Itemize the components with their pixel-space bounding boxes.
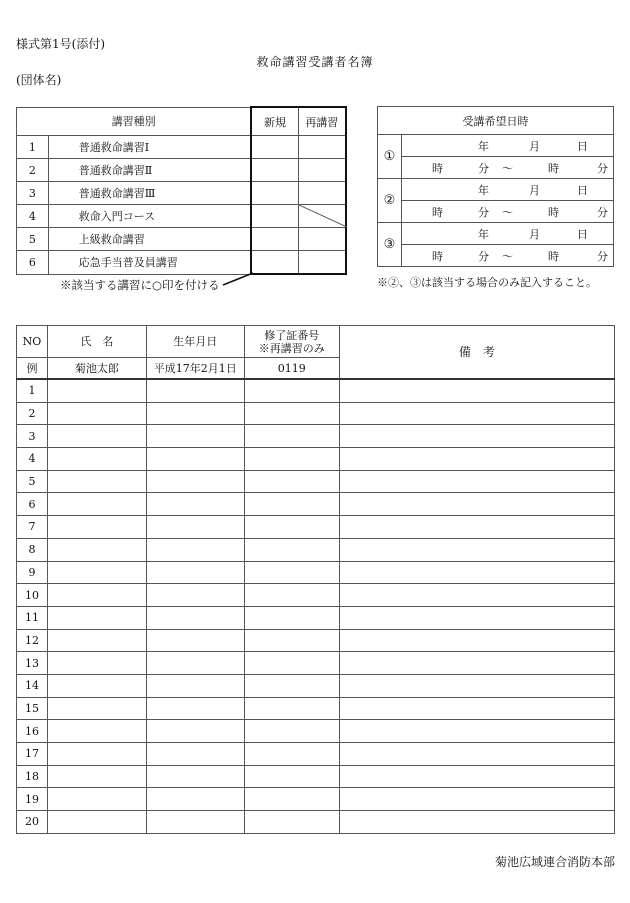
remarks-cell[interactable] [339,493,614,516]
year-label: 年 [477,140,489,153]
remarks-cell[interactable] [339,652,614,675]
choice-number: ① [378,135,402,179]
name-cell[interactable] [47,811,146,834]
cert-cell[interactable] [244,561,339,584]
row-number: 17 [17,743,48,766]
remarks-cell[interactable] [339,470,614,493]
row-number: 16 [17,720,48,743]
remarks-cell[interactable] [339,379,614,402]
cert-cell[interactable] [244,584,339,607]
dob-cell[interactable] [146,516,244,539]
hour-label: 時 [547,162,559,175]
name-cell[interactable] [47,674,146,697]
dob-cell[interactable] [146,606,244,629]
example-dob: 平成17年2月1日 [146,358,244,380]
name-cell[interactable] [47,516,146,539]
course-name: 普通救命講習Ⅲ [48,182,251,205]
schedule-note: ※②、③は該当する場合のみ記入すること。 [377,276,597,289]
row-number: 13 [17,652,48,675]
name-cell[interactable] [47,493,146,516]
course-name: 応急手当普及員講習 [48,251,251,275]
roster-row [17,561,615,584]
course-name: 救命入門コース [48,205,251,228]
example-cert: 0119 [244,358,339,380]
row-number: 1 [17,379,48,402]
remarks-cell[interactable] [339,402,614,425]
roster-row [17,448,615,471]
minute-label: 分 [596,250,608,263]
name-cell[interactable] [47,720,146,743]
remarks-cell[interactable] [339,743,614,766]
attendee-roster-table [16,325,615,834]
dob-cell[interactable] [146,765,244,788]
name-cell[interactable] [47,765,146,788]
example-label: 例 [17,358,48,380]
remarks-cell[interactable] [339,516,614,539]
cert-header-line1: 修了証番号 [264,328,320,342]
row-number: 20 [17,811,48,834]
cert-cell[interactable] [244,606,339,629]
dob-cell[interactable] [146,584,244,607]
cert-cell[interactable] [244,811,339,834]
name-cell[interactable] [47,652,146,675]
dob-cell[interactable] [146,538,244,561]
roster-row [17,697,615,720]
hour-label: 時 [431,162,443,175]
course-number: 2 [17,159,49,182]
remarks-cell[interactable] [339,561,614,584]
month-label: 月 [528,140,540,153]
dob-cell[interactable] [146,493,244,516]
roster-row [17,606,615,629]
dob-cell[interactable] [146,674,244,697]
course-name: 普通救命講習Ⅱ [48,159,251,182]
roster-row [17,584,615,607]
row-number: 11 [17,606,48,629]
tilde-label: ～ [501,250,513,263]
organization-label: (団体名) [16,73,62,87]
remarks-cell[interactable] [339,788,614,811]
dob-cell[interactable] [146,788,244,811]
row-number: 7 [17,516,48,539]
name-cell[interactable] [47,606,146,629]
name-header: 氏 名 [47,326,146,358]
remarks-cell[interactable] [339,584,614,607]
roster-row [17,516,615,539]
dob-cell[interactable] [146,470,244,493]
course-number: 3 [17,182,49,205]
dob-cell[interactable] [146,425,244,448]
roster-row [17,379,615,402]
roster-row [17,629,615,652]
remarks-cell[interactable] [339,674,614,697]
roster-row [17,720,615,743]
dob-cell[interactable] [146,720,244,743]
roster-row [17,811,615,834]
course-type-header: 講習種別 [17,107,252,136]
roster-row [17,674,615,697]
cert-cell[interactable] [244,402,339,425]
cert-cell[interactable] [244,629,339,652]
cert-cell[interactable] [244,493,339,516]
date-field[interactable] [401,135,613,157]
minute-label: 分 [477,206,489,219]
dob-cell[interactable] [146,379,244,402]
dob-cell[interactable] [146,811,244,834]
course-name: 上級救命講習 [48,228,251,251]
cert-header-line2: ※再講習のみ [258,341,325,355]
cert-cell[interactable] [244,448,339,471]
row-number: 8 [17,538,48,561]
hour-label: 時 [547,206,559,219]
cert-cell[interactable] [244,470,339,493]
remarks-cell[interactable] [339,425,614,448]
minute-label: 分 [477,250,489,263]
day-label: 日 [576,228,588,241]
year-label: 年 [477,228,489,241]
roster-row [17,493,615,516]
time-field[interactable] [401,201,613,223]
cert-cell[interactable] [244,765,339,788]
course-number: 5 [17,228,49,251]
cert-cell[interactable] [244,425,339,448]
dob-cell[interactable] [146,697,244,720]
cert-cell[interactable] [244,516,339,539]
minute-label: 分 [596,162,608,175]
issuer-footer: 菊池広域連合消防本部 [494,855,615,869]
name-cell[interactable] [47,470,146,493]
cert-cell[interactable] [244,743,339,766]
dob-cell[interactable] [146,629,244,652]
roster-row [17,425,615,448]
cert-cell[interactable] [244,538,339,561]
renewal-header: 再講習 [298,107,346,136]
name-cell[interactable] [47,561,146,584]
cert-cell[interactable] [244,788,339,811]
row-number: 19 [17,788,48,811]
dob-cell[interactable] [146,402,244,425]
row-number: 6 [17,493,48,516]
name-cell[interactable] [47,743,146,766]
document-title: 救命講習受講者名簿 [256,55,374,69]
roster-row [17,402,615,425]
roster-row [17,470,615,493]
month-label: 月 [528,228,540,241]
roster-row [17,538,615,561]
name-cell[interactable] [47,425,146,448]
remarks-cell[interactable] [339,629,614,652]
course-number: 1 [17,136,49,159]
row-number: 2 [17,402,48,425]
cert-header [244,326,339,358]
year-label: 年 [477,184,489,197]
course-number: 4 [17,205,49,228]
remarks-cell[interactable] [339,811,614,834]
preferred-schedule-table [377,106,614,267]
row-number: 18 [17,765,48,788]
cert-cell[interactable] [244,674,339,697]
day-label: 日 [576,184,588,197]
row-number: 4 [17,448,48,471]
schedule-header: 受講希望日時 [378,107,614,135]
tilde-label: ～ [501,162,513,175]
month-label: 月 [528,184,540,197]
cert-cell[interactable] [244,379,339,402]
dob-cell[interactable] [146,448,244,471]
hour-label: 時 [547,250,559,263]
time-field[interactable] [401,157,613,179]
remarks-cell[interactable] [339,538,614,561]
course-number: 6 [17,251,49,275]
name-cell[interactable] [47,402,146,425]
date-field[interactable] [401,179,613,201]
hour-label: 時 [431,250,443,263]
row-number: 3 [17,425,48,448]
cert-cell[interactable] [244,720,339,743]
minute-label: 分 [477,162,489,175]
name-cell[interactable] [47,697,146,720]
name-cell[interactable] [47,379,146,402]
dob-header: 生年月日 [146,326,244,358]
dob-cell[interactable] [146,561,244,584]
row-number: 9 [17,561,48,584]
roster-row [17,652,615,675]
roster-row [17,765,615,788]
dob-cell[interactable] [146,652,244,675]
example-name: 菊池太郎 [47,358,146,380]
row-number: 15 [17,697,48,720]
minute-label: 分 [596,206,608,219]
name-cell[interactable] [47,629,146,652]
remarks-header: 備 考 [339,326,614,380]
choice-number: ② [378,179,402,223]
form-label: 様式第1号(添付) [16,37,105,51]
row-number: 12 [17,629,48,652]
row-number: 14 [17,674,48,697]
no-header: NO [17,326,48,358]
day-label: 日 [576,140,588,153]
dob-cell[interactable] [146,743,244,766]
cert-cell[interactable] [244,652,339,675]
roster-row [17,743,615,766]
cert-cell[interactable] [244,697,339,720]
name-cell[interactable] [47,788,146,811]
tilde-label: ～ [501,206,513,219]
remarks-cell[interactable] [339,448,614,471]
roster-row [17,788,615,811]
hour-label: 時 [431,206,443,219]
remarks-cell[interactable] [339,606,614,629]
time-field[interactable] [401,245,613,267]
remarks-cell[interactable] [339,720,614,743]
course-name: 普通救命講習Ⅰ [48,136,251,159]
choice-number: ③ [378,223,402,267]
date-field[interactable] [401,223,613,245]
name-cell[interactable] [47,584,146,607]
name-cell[interactable] [47,538,146,561]
row-number: 10 [17,584,48,607]
remarks-cell[interactable] [339,765,614,788]
name-cell[interactable] [47,448,146,471]
new-header: 新規 [251,107,298,136]
row-number: 5 [17,470,48,493]
remarks-cell[interactable] [339,697,614,720]
course-note: ※該当する講習に○印を付ける [60,278,220,292]
